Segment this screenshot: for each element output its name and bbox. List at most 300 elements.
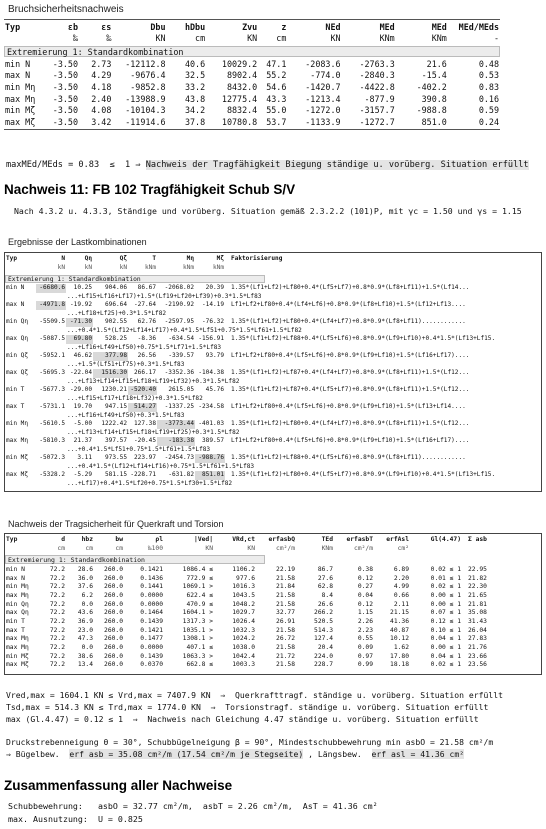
table-row xyxy=(5,574,541,583)
table-cell: 0.1477 xyxy=(140,635,163,643)
unit-cell: kN xyxy=(57,263,65,271)
table-cell: 41.36 xyxy=(390,617,409,625)
table-cell: 223.97 xyxy=(133,454,156,461)
factorization: 1.35*(Lf1+Lf2)+Lf88+0.4*(Lf5+Lf6)+0.8*0.9*(Lf9+Lf10)+0.4*1.5*(Lf13+Lf15. xyxy=(231,335,496,342)
table-row xyxy=(5,454,541,463)
table-cell: max Mζ xyxy=(5,116,36,127)
factorization: 1.35*(Lf1+Lf2)+Lf87+0.4*(Lf5+Lf7)+0.8*0.9*(Lf8+Lf11)+1.5*(Lf12... xyxy=(231,386,470,393)
table-row-continuation xyxy=(5,361,541,370)
table-cell: 23.66 xyxy=(468,652,487,660)
summary-shear-line xyxy=(8,801,378,811)
table-cell: max Qη xyxy=(6,609,29,617)
table-cell: max Mη xyxy=(6,591,29,599)
table-cell: min N xyxy=(6,565,25,573)
col-t: T xyxy=(152,255,156,262)
table-cell: 12775.4 xyxy=(221,93,258,104)
table-cell: 22.19 xyxy=(276,565,295,573)
table-row xyxy=(4,93,500,105)
table-cell: max T xyxy=(6,626,25,634)
table-cell: 72.2 xyxy=(49,574,65,582)
table-cell: 28.6 xyxy=(77,565,93,573)
table-cell: 0.38 xyxy=(357,565,373,573)
table-cell: -9852.8 xyxy=(130,81,166,92)
table-row xyxy=(5,591,541,600)
col-es: εs xyxy=(101,21,112,32)
table-cell: 72.2 xyxy=(49,583,65,591)
reinf-long-highlight: erf asl = 41.36 cm² xyxy=(371,749,465,759)
table-cell: max Mη xyxy=(6,635,29,643)
table-cell: 0.01 ≤ 1 xyxy=(430,574,461,582)
table-cell: 43.8 xyxy=(184,93,206,104)
table-row-continuation xyxy=(5,412,541,421)
table-cell: -5.29 xyxy=(73,471,92,478)
table-cell: 8.4 xyxy=(321,591,333,599)
table-cell: 662.8 ≤ xyxy=(186,661,213,669)
table-row xyxy=(5,284,541,293)
table-cell: 21.65 xyxy=(468,591,487,599)
table-cell: 0.07 ≤ 1 xyxy=(430,609,461,617)
table-cell: 62.8 xyxy=(317,583,333,591)
table-cell: -1420.7 xyxy=(305,81,341,92)
table-cell: 0.10 ≤ 1 xyxy=(430,626,461,634)
table-cell: -20.45 xyxy=(133,437,156,444)
table-cell: 21.58 xyxy=(276,591,295,599)
table-cell: 22.95 xyxy=(468,565,487,573)
table-cell: 13.4 xyxy=(77,661,93,669)
table-cell: -5509.5 xyxy=(39,318,65,325)
table-row xyxy=(5,420,541,429)
table-cell: 266.17 xyxy=(133,369,156,376)
table-cell: -76.32 xyxy=(201,318,224,325)
table-cell: 18.18 xyxy=(390,661,409,669)
section1-bottom-rule xyxy=(4,129,500,130)
unit-cell xyxy=(5,544,38,553)
factorization: 1.35*(Lf1+Lf2)+Lf80+0.4*(Lf4+Lf7)+0.8*0.9*(Lf8+Lf11)+1.5*(Lf12... xyxy=(231,420,470,427)
table-cell: 47.1 xyxy=(266,58,287,69)
table-cell: 31.43 xyxy=(468,617,487,625)
table-cell: -3.50 xyxy=(52,81,79,92)
table-cell: min Qη xyxy=(6,600,29,608)
col-eb: εb xyxy=(67,21,79,32)
table-cell: -8.36 xyxy=(137,335,156,342)
table-cell: 33.2 xyxy=(184,81,206,92)
table-cell: 0.12 xyxy=(357,600,373,608)
table-row xyxy=(4,116,500,128)
section3-table xyxy=(5,565,541,669)
table-cell: 0.12 xyxy=(357,574,373,582)
row-type: max T xyxy=(6,403,25,410)
table-cell: 32.5 xyxy=(184,70,206,81)
table-cell: 902.55 xyxy=(104,318,127,325)
table-cell: 0.16 xyxy=(478,93,499,104)
unit-cell: cm xyxy=(115,544,123,552)
table-cell: 43.6 xyxy=(77,609,93,617)
col-typ: Typ xyxy=(6,535,18,543)
summary-util-values: U = 0.825 xyxy=(97,814,143,824)
table-cell: -14.19 xyxy=(201,301,224,308)
unit-cell: cm xyxy=(276,33,287,44)
col-typ: Typ xyxy=(5,21,21,32)
table-cell: max Mη xyxy=(5,93,36,104)
section1-result-prefix: maxMEd/MEds = 0.83 ≤ 1 ⇒ xyxy=(6,160,141,170)
unit-cell: cm xyxy=(85,544,93,552)
table-cell: -3.50 xyxy=(52,93,79,104)
table-cell: 72.2 xyxy=(49,635,65,643)
table-cell: 0.00 ≤ 1 xyxy=(430,591,461,599)
table-row-continuation xyxy=(5,463,541,472)
section1-result xyxy=(6,150,529,170)
unit-cell: KNm xyxy=(379,33,395,44)
row-type: max Mζ xyxy=(6,471,29,478)
table-row xyxy=(5,301,541,310)
table-cell: 62.76 xyxy=(137,318,156,325)
table-cell: 32.77 xyxy=(276,609,295,617)
table-cell: -3.50 xyxy=(52,105,79,116)
unit-cell: cm² xyxy=(397,544,409,552)
table-cell: -1272.7 xyxy=(359,116,395,127)
table-row xyxy=(5,626,541,635)
table-cell: -22.04 xyxy=(69,369,92,376)
row-type: min Qη xyxy=(6,318,29,325)
table-cell: 35.08 xyxy=(468,609,487,617)
table-cell: -71.30 xyxy=(66,318,93,327)
table-cell: 72.2 xyxy=(49,661,65,669)
factorization: 1.35*(Lf1+Lf2)+Lf80+0.4*(Lf4+Lf7)+0.8*0.9*(Lf8+Lf11)............ xyxy=(231,318,466,325)
table-cell: 0.12 ≤ 1 xyxy=(430,617,461,625)
table-cell: 26.6 xyxy=(317,600,333,608)
table-cell: 0.27 xyxy=(357,583,373,591)
unit-cell: KN xyxy=(330,33,341,44)
table-cell: 20.39 xyxy=(205,284,224,291)
section1-header-table xyxy=(4,21,500,44)
row-type: min N xyxy=(6,284,25,291)
table-cell: -156.91 xyxy=(198,335,224,342)
table-cell: -5952.1 xyxy=(39,352,65,359)
factorization-continuation: ...+Lf18+Lf25)+0.3*1.5*Lf82 xyxy=(67,309,167,317)
factorization-continuation: ...+Lf16+Lf49+Lf50)+0.75*1.5*Lf71+1.5*Lf83 xyxy=(67,343,222,351)
table-cell: 45.76 xyxy=(205,386,224,393)
table-cell: -2068.02 xyxy=(164,284,194,291)
table-cell: 1308.1 > xyxy=(182,635,213,643)
table-cell: 260.0 xyxy=(104,661,123,669)
row-type: min Qζ xyxy=(6,352,29,359)
table-cell: 0.0 xyxy=(81,644,93,652)
table-cell: -19.92 xyxy=(69,301,92,308)
section1-table xyxy=(4,58,500,128)
table-row-continuation xyxy=(5,429,541,438)
table-cell: 6.2 xyxy=(81,591,93,599)
table-cell: 3.42 xyxy=(91,116,112,127)
table-cell: 851.01 xyxy=(195,471,225,480)
row-type: max N xyxy=(6,301,25,308)
table-cell: 260.0 xyxy=(104,600,123,608)
factorization: 1.35*(Lf1+Lf2)+Lf80+0.4*(Lf5+Lf7)+0.8*0.9*(Lf9+Lf10)+0.4*1.5*(Lf13+Lf15. xyxy=(231,471,496,478)
table-row xyxy=(5,582,541,591)
unit-cell: KNm xyxy=(431,33,447,44)
section1-title: Bruchsicherheitsnachweis xyxy=(8,4,124,15)
col-hbz: hbz xyxy=(81,535,93,543)
unit-cell: kN xyxy=(119,263,127,271)
table-cell: 224.0 xyxy=(314,652,333,660)
table-cell: -402.2 xyxy=(416,81,447,92)
unit-cell xyxy=(4,33,46,45)
col-sum-asb: Σ asb xyxy=(468,535,487,543)
table-cell: 1038.0 xyxy=(232,644,255,652)
table-cell: 8832.4 xyxy=(226,105,258,116)
table-cell: 977.6 xyxy=(236,574,255,582)
table-cell: 0.0 xyxy=(81,600,93,608)
table-cell: 21.84 xyxy=(276,583,295,591)
table-cell: -3352.36 xyxy=(164,369,194,376)
table-cell: 0.00 ≤ 1 xyxy=(430,600,461,608)
unit-cell: - xyxy=(493,33,499,44)
factorization-continuation: ...+Lf13+Lf14+Lf15+Lf18+Lf19+Lf25)+0.3*1.5*Lf82 xyxy=(67,428,240,436)
table-cell: min Mη xyxy=(6,583,29,591)
table-cell: 228.7 xyxy=(314,661,333,669)
factorization: 1.35*(Lf1+Lf2)+Lf87+0.4*(Lf4+Lf7)+0.8*0.9*(Lf8+Lf11)+1.5*(Lf12... xyxy=(231,369,470,376)
table-cell: 0.00 ≤ 1 xyxy=(430,644,461,652)
unit-cell xyxy=(462,544,541,553)
summary-util-label: max. Ausnutzung: xyxy=(8,814,88,824)
table-row-continuation xyxy=(5,446,541,455)
table-cell: max Mη xyxy=(6,644,29,652)
table-cell: 3.11 xyxy=(77,454,92,461)
table-cell: 21.82 xyxy=(468,574,487,582)
table-cell: -234.58 xyxy=(198,403,224,410)
table-cell: 17.80 xyxy=(390,652,409,660)
table-cell: 72.2 xyxy=(49,609,65,617)
table-cell: 27.83 xyxy=(468,635,487,643)
factorization: 1.35*(Lf1+Lf2)+Lf80+0.4*(Lf5+Lf7)+0.8*0.9*(Lf8+Lf11)+1.5*(Lf14... xyxy=(231,284,470,291)
table-cell: -5677.3 xyxy=(39,386,65,393)
col-zvu: Zvu xyxy=(242,21,258,32)
unit-cell: ‰ xyxy=(106,33,112,44)
table-cell: min T xyxy=(6,617,25,625)
table-cell: 696.64 xyxy=(104,301,127,308)
factorization-continuation: ...+Lf17)+0.4*1.5*Lf20+0.75*1.5*Lf30+1.5*Lf82 xyxy=(67,479,233,487)
table-cell: 93.79 xyxy=(205,352,224,359)
table-cell: -3157.7 xyxy=(359,105,395,116)
table-cell: 260.0 xyxy=(104,583,123,591)
table-cell: -13988.9 xyxy=(125,93,166,104)
table-cell: -5731.1 xyxy=(39,403,65,410)
section2-subtitle: Ergebnisse der Lastkombinationen xyxy=(8,237,147,247)
table-cell: 4.18 xyxy=(91,81,112,92)
table-row xyxy=(5,335,541,344)
table-cell: 0.0000 xyxy=(140,644,163,652)
col-rho: ρl xyxy=(155,535,163,543)
table-cell: 21.58 xyxy=(276,574,295,582)
table-cell: -3.50 xyxy=(52,116,79,127)
table-cell: -12112.8 xyxy=(125,58,166,69)
table-cell: 528.25 xyxy=(104,335,127,342)
table-cell: 1106.2 xyxy=(232,565,255,573)
unit-cell: cm²/m xyxy=(354,544,373,552)
table-cell: min Mη xyxy=(5,81,36,92)
table-cell: 21.15 xyxy=(390,609,409,617)
table-cell: 20.4 xyxy=(317,644,333,652)
row-type: max Mη xyxy=(6,437,29,444)
table-cell: 0.55 xyxy=(357,635,373,643)
table-cell: -2597.95 xyxy=(164,318,194,325)
table-row xyxy=(4,58,500,70)
table-cell: -3773.44 xyxy=(157,420,195,429)
col-q-zeta: Qζ xyxy=(119,255,127,262)
table-cell: 0.59 xyxy=(478,105,499,116)
section3-header-row xyxy=(5,535,541,544)
col-dbu: Dbu xyxy=(150,21,166,32)
table-cell: 514.3 xyxy=(314,626,333,634)
table-cell: 23.0 xyxy=(77,626,93,634)
table-cell: 0.24 xyxy=(478,116,499,127)
table-cell: 260.0 xyxy=(104,644,123,652)
table-cell: 1317.3 > xyxy=(182,617,213,625)
table-row xyxy=(5,608,541,617)
row-type: min T xyxy=(6,386,25,393)
unit-cell: KNm xyxy=(321,544,333,552)
table-cell: 72.2 xyxy=(49,565,65,573)
factorization: Lf1+Lf2+Lf80+0.4*(Lf5+Lf6)+0.8*0.9*(Lf9+Lf10)+1.5*(Lf16+Lf17).... xyxy=(231,352,470,359)
table-cell: 1016.3 xyxy=(232,583,255,591)
table-row xyxy=(5,386,541,395)
section4-title: Zusammenfassung aller Nachweise xyxy=(4,778,233,793)
reinf-stirrup-highlight: erf asb = 35.08 cm²/m (17.54 cm²/m je Stegseite) xyxy=(69,749,304,759)
unit-cell: kNm xyxy=(144,263,156,271)
section3-result-shear: Vred,max = 1604.1 KN ≤ Vrd,max = 7407.9 KN ⇒ Querkrafttragf. ständige u. vorüberg. Situation erfüllt xyxy=(6,690,504,700)
table-cell: 2.73 xyxy=(91,58,112,69)
col-vrdct: VRd,ct xyxy=(232,535,255,543)
section3-reinforcement-line: Druckstrebenneigung θ = 30°, Schubbügelneigung β = 90°, Mindestschubbewehrung min asbO = 21.58 cm²/m xyxy=(6,737,494,747)
table-cell: 53.7 xyxy=(266,116,287,127)
table-cell: -1133.9 xyxy=(305,116,341,127)
table-cell: -520.40 xyxy=(128,386,157,395)
table-cell: -5610.5 xyxy=(39,420,65,427)
col-q-eta: Qη xyxy=(84,255,92,262)
table-cell: 1003.3 xyxy=(232,661,255,669)
unit-cell: KN xyxy=(247,33,258,44)
col-z: z xyxy=(281,21,287,32)
table-cell: 390.8 xyxy=(421,93,447,104)
table-cell: 23.56 xyxy=(468,661,487,669)
table-row xyxy=(5,369,541,378)
table-cell: 0.48 xyxy=(478,58,499,69)
table-cell: max N xyxy=(6,574,25,582)
table-cell: 37.6 xyxy=(77,583,93,591)
table-cell: 0.04 ≤ 1 xyxy=(430,635,461,643)
col-typ: Typ xyxy=(6,255,18,262)
table-cell: 69.80 xyxy=(66,335,93,344)
section2-table xyxy=(5,284,541,488)
table-cell: -5072.3 xyxy=(39,454,65,461)
table-row-continuation xyxy=(5,327,541,336)
table-row xyxy=(5,318,541,327)
table-cell: -29.00 xyxy=(69,386,92,393)
reinf-prefix: ⇒ Bügelbew. xyxy=(6,749,60,759)
unit-cell: cm xyxy=(57,544,65,552)
table-cell: -2190.92 xyxy=(164,301,194,308)
col-hdbu: hDbu xyxy=(184,21,206,32)
unit-cell: cm²/m xyxy=(276,544,295,552)
col-med-z: MEd xyxy=(431,21,447,32)
table-cell: 1604.1 > xyxy=(182,609,213,617)
summary-shear-values: asbO = 32.77 cm²/m, asbT = 2.26 cm²/m, AsT = 41.36 cm² xyxy=(97,801,378,811)
table-cell: 0.02 ≤ 1 xyxy=(430,583,461,591)
table-row xyxy=(5,661,541,670)
table-cell: -10104.3 xyxy=(125,105,166,116)
col-n: N xyxy=(61,255,65,262)
table-row xyxy=(5,471,541,480)
unit-cell: cm xyxy=(195,33,206,44)
table-cell: -5.00 xyxy=(73,420,92,427)
table-cell: -5810.3 xyxy=(39,437,65,444)
table-row-continuation xyxy=(5,310,541,319)
unit-cell: kN xyxy=(84,263,92,271)
table-cell: 1024.2 xyxy=(232,635,255,643)
section3-result-torsion: Tsd,max = 514.3 KN ≤ Trd,max = 1774.0 KN ⇒ Torsionstragf. ständige u. vorüberg. Situation erfüllt xyxy=(6,702,489,712)
table-row xyxy=(4,104,500,116)
section2-unit-row xyxy=(5,264,541,273)
table-row xyxy=(4,70,500,82)
table-cell: 772.9 ≤ xyxy=(186,574,213,582)
table-cell: -1337.25 xyxy=(164,403,194,410)
section1-top-rule xyxy=(4,19,500,20)
table-row xyxy=(5,403,541,412)
table-cell: -6680.6 xyxy=(36,284,66,293)
table-cell: max Mζ xyxy=(6,661,29,669)
table-cell: 407.1 ≤ xyxy=(186,644,213,652)
table-cell: 54.6 xyxy=(266,81,287,92)
table-row xyxy=(5,565,541,574)
table-cell: 34.2 xyxy=(184,105,206,116)
col-m-eta: Mη xyxy=(186,255,194,262)
table-cell: -634.54 xyxy=(168,335,194,342)
table-cell: 21.58 xyxy=(276,644,295,652)
section1-header-row xyxy=(4,21,500,33)
table-cell: 72.2 xyxy=(49,600,65,608)
table-cell: 2.20 xyxy=(393,574,409,582)
table-row-continuation xyxy=(5,378,541,387)
table-row-continuation xyxy=(5,344,541,353)
table-cell: 1032.3 xyxy=(232,626,255,634)
table-cell: 26.04 xyxy=(468,626,487,634)
table-cell: 397.57 xyxy=(104,437,127,444)
col-ned: NEd xyxy=(325,21,341,32)
table-cell: 6.89 xyxy=(393,565,409,573)
table-cell: 260.0 xyxy=(104,635,123,643)
table-cell: 0.1439 xyxy=(140,617,163,625)
unit-cell: kNm xyxy=(182,263,194,271)
section2-intro: Nach 4.3.2 u. 4.3.3, Ständige und vorüberg. Situation gemäß 2.3.2.2 (101)P, mit γc = 1.50 und γs = 1.15 xyxy=(14,206,522,216)
table-cell: 1043.5 xyxy=(232,591,255,599)
table-cell: 2615.05 xyxy=(168,386,194,393)
table-row-continuation xyxy=(5,395,541,404)
table-cell: -228.71 xyxy=(130,471,156,478)
table-cell: 1516.30 xyxy=(93,369,128,378)
factorization-continuation: ...+Lf13+Lf14+Lf15+Lf18+Lf19+Lf32)+0.3*1.5*Lf82 xyxy=(67,377,240,385)
table-cell: 377.98 xyxy=(93,352,128,361)
table-cell: 38.6 xyxy=(77,652,93,660)
section3-reinforcement-result xyxy=(6,749,464,759)
table-cell: 260.0 xyxy=(104,652,123,660)
col-ted: TEd xyxy=(321,535,333,543)
table-cell: 72.2 xyxy=(49,644,65,652)
table-cell: 10.12 xyxy=(390,635,409,643)
table-cell: 21.76 xyxy=(468,644,487,652)
table-cell: 8902.4 xyxy=(226,70,258,81)
table-cell: 1029.7 xyxy=(232,609,255,617)
table-cell: 904.06 xyxy=(104,284,127,291)
table-cell: 1222.42 xyxy=(101,420,127,427)
